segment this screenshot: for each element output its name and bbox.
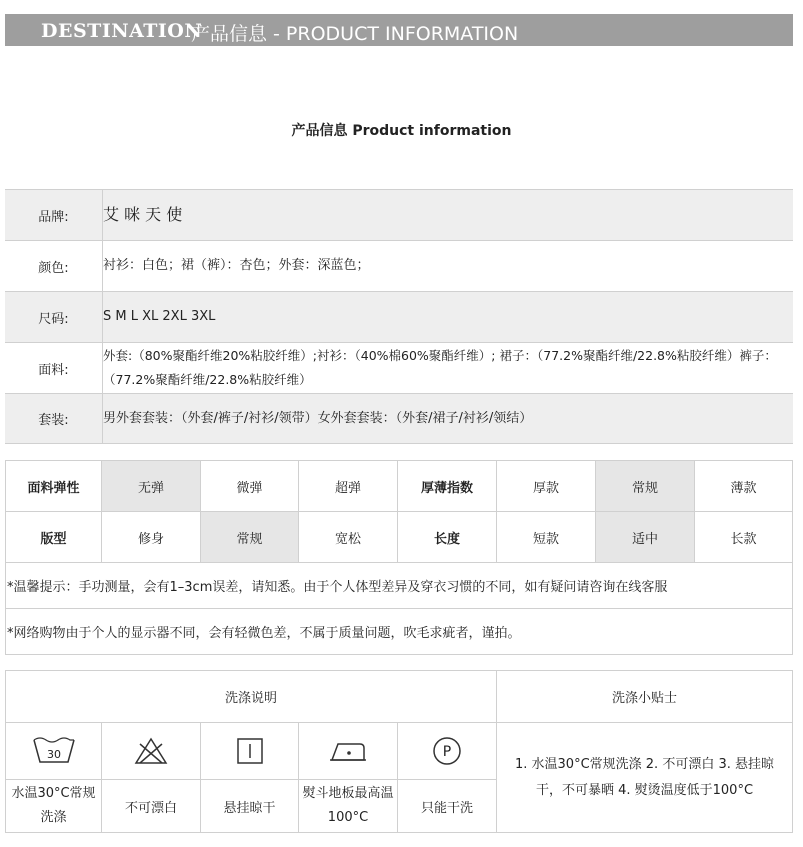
hang-dry-icon xyxy=(200,722,299,780)
elasticity-option: 微弹 xyxy=(200,460,299,512)
dry-clean-label: 只能干洗 xyxy=(397,779,497,833)
wash-30-icon xyxy=(5,722,102,780)
brand-logo-text: DESTINATION xyxy=(41,20,203,42)
info-value: 外套:（80%聚酯纤维20%粘胶纤维）;衬衫：（40%棉60%聚酯纤维）; 裙子：（77.2%聚酯纤维/22.8%粘胶纤维）裤子：（77.2%聚酯纤维/22.8%粘胶纤维） xyxy=(103,348,777,387)
info-row-brand xyxy=(5,189,793,240)
care-instructions-title: 洗涤说明 xyxy=(5,670,497,723)
thickness-label: 厚薄指数 xyxy=(397,460,497,512)
info-row-set xyxy=(5,393,793,444)
info-value: 衬衫：白色；裙（裤）：杏色；外套：深蓝色； xyxy=(103,258,370,273)
fit-option: 修身 xyxy=(101,511,201,563)
fit-option: 常规 xyxy=(200,511,299,563)
header-subtitle: 产品信息 - PRODUCT INFORMATION xyxy=(191,23,519,45)
info-value: 男外套套装：（外套/裤子/衬衫/领带）女外套套装：（外套/裙子/衬衫/领结） xyxy=(103,410,533,426)
dry-clean-letter: P xyxy=(442,744,452,760)
info-label: 颜色: xyxy=(38,260,69,276)
info-value: S M L XL 2XL 3XL xyxy=(103,309,216,324)
info-label: 套装: xyxy=(38,413,69,428)
note-color-difference: *网络购物由于个人的显示器不同，会有轻微色差，不属于质量问题，吹毛求疵者，谨拍。 xyxy=(5,608,793,655)
length-option: 长款 xyxy=(694,511,793,563)
dry-clean-icon xyxy=(397,722,497,780)
length-label: 长度 xyxy=(397,511,497,563)
length-option: 短款 xyxy=(496,511,596,563)
wash-temp-text: 30 xyxy=(46,748,61,761)
no-bleach-icon xyxy=(101,722,201,780)
info-value: 艾 咪 天 使 xyxy=(103,205,183,224)
care-tips-title: 洗涤小贴士 xyxy=(496,670,793,723)
section-title: 产品信息 Product information xyxy=(291,123,512,139)
elasticity-option: 无弹 xyxy=(101,460,201,512)
fit-label: 版型 xyxy=(5,511,102,563)
info-label: 品牌: xyxy=(38,209,69,225)
note-measurement: *温馨提示：手功测量，会有1–3cm误差，请知悉。由于个人体型差异及穿衣习惯的不同，如有疑问请咨询在线客服 xyxy=(5,562,793,609)
info-row-fabric xyxy=(5,342,793,393)
length-option: 适中 xyxy=(595,511,695,563)
thickness-option: 常规 xyxy=(595,460,695,512)
care-tips-text: 1. 水温30°C常规洗涤 2. 不可漂白 3. 悬挂晾干，不可暴晒 4. 熨烫温度低于100°C xyxy=(496,722,793,833)
iron-icon xyxy=(298,722,398,780)
elasticity-option: 超弹 xyxy=(298,460,398,512)
info-label: 尺码: xyxy=(38,311,69,327)
thickness-option: 厚款 xyxy=(496,460,596,512)
info-label: 面料: xyxy=(38,362,69,378)
info-row-size xyxy=(5,291,793,342)
fit-option: 宽松 xyxy=(298,511,398,563)
header-banner xyxy=(5,14,793,46)
hang-dry-label: 悬挂晾干 xyxy=(200,779,299,833)
thickness-option: 薄款 xyxy=(694,460,793,512)
no-bleach-label: 不可漂白 xyxy=(101,779,201,833)
wash-label: 水温30°C常规洗涤 xyxy=(5,779,102,833)
info-row-color xyxy=(5,240,793,291)
elasticity-label: 面料弹性 xyxy=(5,460,102,512)
iron-label: 熨斗地板最高温100°C xyxy=(298,779,398,833)
